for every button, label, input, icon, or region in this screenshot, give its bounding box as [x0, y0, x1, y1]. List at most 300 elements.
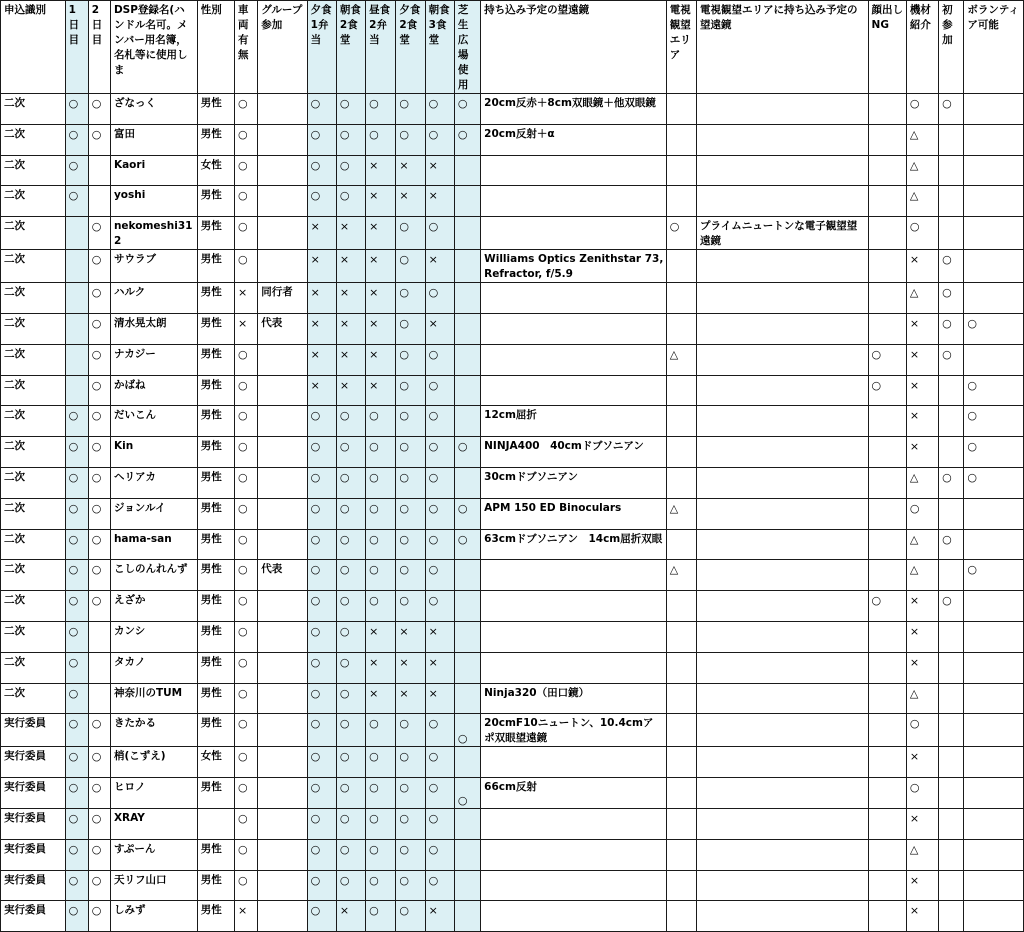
cell-m5: ○	[425, 283, 454, 314]
cell-first	[939, 839, 964, 870]
cell-ev: △	[666, 344, 696, 375]
cell-sex: 男性	[197, 901, 234, 932]
cell-kind: 二次	[1, 437, 66, 468]
cell-m3: ○	[366, 778, 396, 809]
cell-m4: ○	[396, 375, 425, 406]
cell-d2	[88, 621, 110, 652]
cell-face	[868, 714, 906, 747]
cell-scope: 63cmドブソニアン 14cm屈折双眼	[481, 529, 667, 560]
cell-m2: ×	[336, 250, 365, 283]
table-row	[1, 652, 1024, 683]
cell-d1: ○	[65, 778, 88, 809]
cell-sex: 男性	[197, 313, 234, 344]
cell-m2: ○	[336, 747, 365, 778]
cell-m4: ○	[396, 437, 425, 468]
cell-first	[939, 747, 964, 778]
cell-car: ○	[235, 155, 258, 186]
cell-m5: ○	[425, 870, 454, 901]
cell-m1: ×	[307, 313, 336, 344]
cell-lawn: ○	[454, 124, 480, 155]
cell-car: ○	[235, 652, 258, 683]
cell-group	[258, 683, 307, 714]
cell-d1: ○	[65, 560, 88, 591]
cell-scope	[481, 155, 667, 186]
table-row	[1, 406, 1024, 437]
cell-car: ○	[235, 437, 258, 468]
cell-car: ○	[235, 94, 258, 125]
cell-m1: ○	[307, 808, 336, 839]
cell-vol: ○	[964, 560, 1024, 591]
cell-group: 同行者	[258, 283, 307, 314]
cell-lawn: ○	[454, 529, 480, 560]
cell-evscope	[697, 747, 869, 778]
cell-ev	[666, 652, 696, 683]
cell-first	[939, 186, 964, 217]
cell-first	[939, 870, 964, 901]
cell-car: ○	[235, 186, 258, 217]
cell-lawn	[454, 621, 480, 652]
cell-evscope	[697, 529, 869, 560]
cell-scope	[481, 591, 667, 622]
cell-d2: ○	[88, 375, 110, 406]
cell-face: ○	[868, 344, 906, 375]
cell-evscope	[697, 124, 869, 155]
cell-scope	[481, 652, 667, 683]
cell-m3: ○	[366, 839, 396, 870]
cell-d2: ○	[88, 498, 110, 529]
cell-m3: ×	[366, 344, 396, 375]
cell-m1: ○	[307, 870, 336, 901]
table-row	[1, 529, 1024, 560]
cell-first	[939, 714, 964, 747]
cell-name: Kaori	[110, 155, 197, 186]
cell-ev	[666, 283, 696, 314]
cell-group	[258, 870, 307, 901]
cell-ev	[666, 529, 696, 560]
cell-kind: 実行委員	[1, 747, 66, 778]
cell-equip: ×	[906, 652, 938, 683]
cell-first	[939, 652, 964, 683]
cell-d2: ○	[88, 529, 110, 560]
cell-first	[939, 217, 964, 250]
cell-group	[258, 747, 307, 778]
cell-name: ヘリアカ	[110, 467, 197, 498]
cell-ev	[666, 839, 696, 870]
cell-m4: ×	[396, 186, 425, 217]
cell-first	[939, 155, 964, 186]
cell-d1: ○	[65, 437, 88, 468]
cell-car: ×	[235, 901, 258, 932]
cell-m4: ○	[396, 714, 425, 747]
cell-name: 神奈川のTUM	[110, 683, 197, 714]
cell-kind: 実行委員	[1, 839, 66, 870]
cell-group	[258, 217, 307, 250]
table-row	[1, 778, 1024, 809]
cell-first: ○	[939, 529, 964, 560]
cell-group	[258, 94, 307, 125]
cell-m2: ○	[336, 839, 365, 870]
cell-equip: ×	[906, 375, 938, 406]
cell-d1: ○	[65, 683, 88, 714]
cell-face	[868, 808, 906, 839]
cell-kind: 二次	[1, 186, 66, 217]
cell-d2: ○	[88, 778, 110, 809]
cell-sex: 男性	[197, 437, 234, 468]
table-row	[1, 498, 1024, 529]
cell-kind: 二次	[1, 94, 66, 125]
cell-lawn	[454, 250, 480, 283]
column-header-car: 車両有無	[235, 1, 258, 94]
cell-lawn	[454, 344, 480, 375]
cell-m3: ○	[366, 94, 396, 125]
cell-lawn	[454, 313, 480, 344]
cell-m3: ×	[366, 155, 396, 186]
cell-first	[939, 406, 964, 437]
cell-face	[868, 560, 906, 591]
cell-d1	[65, 283, 88, 314]
cell-m5: ○	[425, 839, 454, 870]
cell-scope	[481, 375, 667, 406]
cell-kind: 二次	[1, 560, 66, 591]
cell-d1	[65, 375, 88, 406]
cell-face	[868, 621, 906, 652]
cell-name: しみず	[110, 901, 197, 932]
cell-m5: ○	[425, 591, 454, 622]
cell-m2: ○	[336, 683, 365, 714]
cell-lawn	[454, 375, 480, 406]
cell-evscope	[697, 94, 869, 125]
cell-vol	[964, 155, 1024, 186]
cell-m3: ○	[366, 498, 396, 529]
cell-equip: △	[906, 683, 938, 714]
cell-d2: ○	[88, 217, 110, 250]
cell-d2: ○	[88, 250, 110, 283]
cell-first	[939, 560, 964, 591]
cell-kind: 二次	[1, 283, 66, 314]
column-header-scope: 持ち込み予定の望遠鏡	[481, 1, 667, 94]
cell-m2: ×	[336, 901, 365, 932]
table-row	[1, 124, 1024, 155]
cell-scope	[481, 621, 667, 652]
cell-m3: ○	[366, 714, 396, 747]
cell-lawn	[454, 186, 480, 217]
cell-m2: ×	[336, 313, 365, 344]
cell-equip: ×	[906, 250, 938, 283]
cell-evscope	[697, 467, 869, 498]
cell-m5: ○	[425, 406, 454, 437]
cell-vol	[964, 747, 1024, 778]
cell-m4: ○	[396, 344, 425, 375]
cell-equip: ×	[906, 406, 938, 437]
cell-d1: ○	[65, 467, 88, 498]
cell-m3: ×	[366, 217, 396, 250]
cell-m5: ○	[425, 560, 454, 591]
cell-m4: ○	[396, 808, 425, 839]
cell-first	[939, 437, 964, 468]
cell-kind: 実行委員	[1, 808, 66, 839]
cell-scope: 20cm反射＋α	[481, 124, 667, 155]
cell-equip: △	[906, 839, 938, 870]
cell-car: ○	[235, 124, 258, 155]
cell-d2: ○	[88, 591, 110, 622]
cell-name: カンシ	[110, 621, 197, 652]
cell-m3: ×	[366, 250, 396, 283]
cell-evscope	[697, 870, 869, 901]
cell-m5: ○	[425, 344, 454, 375]
cell-face	[868, 683, 906, 714]
cell-kind: 実行委員	[1, 870, 66, 901]
column-header-name: DSP登録名(ハンドル名可。メンバー用名簿，名札等に使用しま	[110, 1, 197, 94]
cell-sex: 女性	[197, 155, 234, 186]
cell-group: 代表	[258, 560, 307, 591]
cell-sex: 男性	[197, 250, 234, 283]
cell-name: ナカジー	[110, 344, 197, 375]
cell-first: ○	[939, 467, 964, 498]
cell-m2: ○	[336, 498, 365, 529]
cell-vol	[964, 94, 1024, 125]
cell-m3: ×	[366, 621, 396, 652]
cell-vol: ○	[964, 313, 1024, 344]
cell-evscope	[697, 437, 869, 468]
cell-face	[868, 217, 906, 250]
cell-m3: ○	[366, 560, 396, 591]
cell-name: 天リフ山口	[110, 870, 197, 901]
column-header-kind: 申込識別	[1, 1, 66, 94]
cell-group	[258, 344, 307, 375]
cell-car: ○	[235, 344, 258, 375]
cell-first: ○	[939, 591, 964, 622]
cell-group	[258, 186, 307, 217]
column-header-ev: 電視観望エリア	[666, 1, 696, 94]
cell-first	[939, 778, 964, 809]
cell-ev	[666, 714, 696, 747]
cell-m4: ×	[396, 652, 425, 683]
table-row	[1, 560, 1024, 591]
cell-lawn	[454, 406, 480, 437]
cell-ev	[666, 313, 696, 344]
cell-m1: ×	[307, 250, 336, 283]
cell-lawn: ○	[454, 714, 480, 747]
cell-name: だいこん	[110, 406, 197, 437]
cell-m2: ○	[336, 652, 365, 683]
cell-kind: 二次	[1, 683, 66, 714]
cell-ev: ○	[666, 217, 696, 250]
cell-group	[258, 124, 307, 155]
cell-m2: ○	[336, 437, 365, 468]
cell-evscope	[697, 375, 869, 406]
cell-m3: ○	[366, 124, 396, 155]
cell-vol	[964, 839, 1024, 870]
cell-car: ○	[235, 217, 258, 250]
cell-d1: ○	[65, 652, 88, 683]
cell-d2: ○	[88, 560, 110, 591]
cell-ev	[666, 870, 696, 901]
cell-m2: ○	[336, 529, 365, 560]
cell-equip: ×	[906, 747, 938, 778]
cell-kind: 二次	[1, 124, 66, 155]
cell-m4: ○	[396, 591, 425, 622]
cell-face	[868, 652, 906, 683]
cell-vol	[964, 529, 1024, 560]
cell-lawn	[454, 901, 480, 932]
column-header-first: 初参加	[939, 1, 964, 94]
cell-m4: ○	[396, 124, 425, 155]
cell-m1: ○	[307, 406, 336, 437]
cell-equip: ○	[906, 94, 938, 125]
cell-m2: ○	[336, 808, 365, 839]
cell-m4: ○	[396, 283, 425, 314]
cell-group	[258, 529, 307, 560]
table-row	[1, 591, 1024, 622]
cell-kind: 二次	[1, 467, 66, 498]
cell-sex: 男性	[197, 560, 234, 591]
cell-lawn	[454, 467, 480, 498]
cell-m4: ×	[396, 683, 425, 714]
cell-d2: ○	[88, 124, 110, 155]
cell-group	[258, 250, 307, 283]
cell-d1: ○	[65, 621, 88, 652]
cell-equip: ×	[906, 344, 938, 375]
cell-equip: ×	[906, 313, 938, 344]
cell-m4: ○	[396, 560, 425, 591]
cell-kind: 二次	[1, 529, 66, 560]
cell-car: ○	[235, 375, 258, 406]
cell-sex: 男性	[197, 870, 234, 901]
cell-lawn	[454, 560, 480, 591]
cell-d1: ○	[65, 155, 88, 186]
table-row	[1, 375, 1024, 406]
cell-ev: △	[666, 560, 696, 591]
cell-m5: ○	[425, 529, 454, 560]
cell-kind: 二次	[1, 217, 66, 250]
cell-ev	[666, 186, 696, 217]
cell-sex: 男性	[197, 217, 234, 250]
cell-name: ジョンルイ	[110, 498, 197, 529]
cell-group	[258, 778, 307, 809]
cell-car: ○	[235, 621, 258, 652]
cell-scope	[481, 901, 667, 932]
cell-m1: ○	[307, 652, 336, 683]
cell-d2: ○	[88, 714, 110, 747]
cell-m3: ○	[366, 529, 396, 560]
cell-m4: ○	[396, 529, 425, 560]
cell-name: ヒロノ	[110, 778, 197, 809]
cell-evscope	[697, 621, 869, 652]
cell-lawn: ○	[454, 778, 480, 809]
cell-m2: ○	[336, 467, 365, 498]
cell-d2: ○	[88, 747, 110, 778]
cell-group	[258, 901, 307, 932]
cell-first: ○	[939, 283, 964, 314]
cell-d1	[65, 344, 88, 375]
cell-evscope	[697, 155, 869, 186]
cell-d2	[88, 652, 110, 683]
cell-d1: ○	[65, 529, 88, 560]
cell-vol	[964, 621, 1024, 652]
cell-m5: ×	[425, 250, 454, 283]
cell-m1: ×	[307, 283, 336, 314]
cell-m3: ○	[366, 901, 396, 932]
cell-d2: ○	[88, 901, 110, 932]
cell-m3: ○	[366, 808, 396, 839]
cell-scope	[481, 870, 667, 901]
cell-equip: ○	[906, 714, 938, 747]
cell-sex: 男性	[197, 375, 234, 406]
cell-m1: ○	[307, 155, 336, 186]
cell-m3: ×	[366, 683, 396, 714]
cell-m4: ○	[396, 778, 425, 809]
cell-first	[939, 808, 964, 839]
cell-car: ×	[235, 283, 258, 314]
cell-scope	[481, 839, 667, 870]
cell-face	[868, 747, 906, 778]
cell-d1	[65, 313, 88, 344]
cell-sex: 男性	[197, 839, 234, 870]
cell-car: ○	[235, 747, 258, 778]
cell-m4: ○	[396, 467, 425, 498]
cell-d1: ○	[65, 901, 88, 932]
cell-scope	[481, 186, 667, 217]
cell-sex: 男性	[197, 621, 234, 652]
cell-face	[868, 313, 906, 344]
cell-m1: ○	[307, 591, 336, 622]
cell-d1	[65, 217, 88, 250]
cell-m2: ×	[336, 283, 365, 314]
cell-sex: 男性	[197, 529, 234, 560]
cell-face	[868, 529, 906, 560]
cell-scope	[481, 560, 667, 591]
cell-m5: ×	[425, 901, 454, 932]
cell-equip: △	[906, 124, 938, 155]
cell-ev	[666, 406, 696, 437]
cell-d1: ○	[65, 94, 88, 125]
table-row	[1, 683, 1024, 714]
cell-first	[939, 901, 964, 932]
cell-group	[258, 498, 307, 529]
cell-lawn	[454, 683, 480, 714]
cell-equip: ×	[906, 437, 938, 468]
cell-m2: ○	[336, 714, 365, 747]
column-header-face: 顔出しNG	[868, 1, 906, 94]
cell-evscope	[697, 683, 869, 714]
cell-d1: ○	[65, 870, 88, 901]
cell-scope	[481, 283, 667, 314]
cell-d1: ○	[65, 124, 88, 155]
cell-ev	[666, 778, 696, 809]
cell-ev	[666, 94, 696, 125]
cell-m5: ○	[425, 124, 454, 155]
cell-m1: ○	[307, 498, 336, 529]
cell-ev	[666, 375, 696, 406]
cell-first: ○	[939, 94, 964, 125]
header-row	[1, 1, 1024, 94]
cell-m2: ○	[336, 155, 365, 186]
table-row	[1, 467, 1024, 498]
cell-m5: ×	[425, 652, 454, 683]
cell-sex: 女性	[197, 747, 234, 778]
cell-m1: ○	[307, 94, 336, 125]
cell-ev	[666, 467, 696, 498]
cell-scope	[481, 747, 667, 778]
cell-m4: ○	[396, 250, 425, 283]
cell-scope: Williams Optics Zenithstar 73, Refractor, f/5.9	[481, 250, 667, 283]
cell-scope: 20cmF10ニュートン、10.4cmアポ双眼望遠鏡	[481, 714, 667, 747]
cell-ev	[666, 124, 696, 155]
cell-m5: ○	[425, 217, 454, 250]
cell-kind: 実行委員	[1, 778, 66, 809]
cell-vol	[964, 498, 1024, 529]
cell-m1: ○	[307, 467, 336, 498]
